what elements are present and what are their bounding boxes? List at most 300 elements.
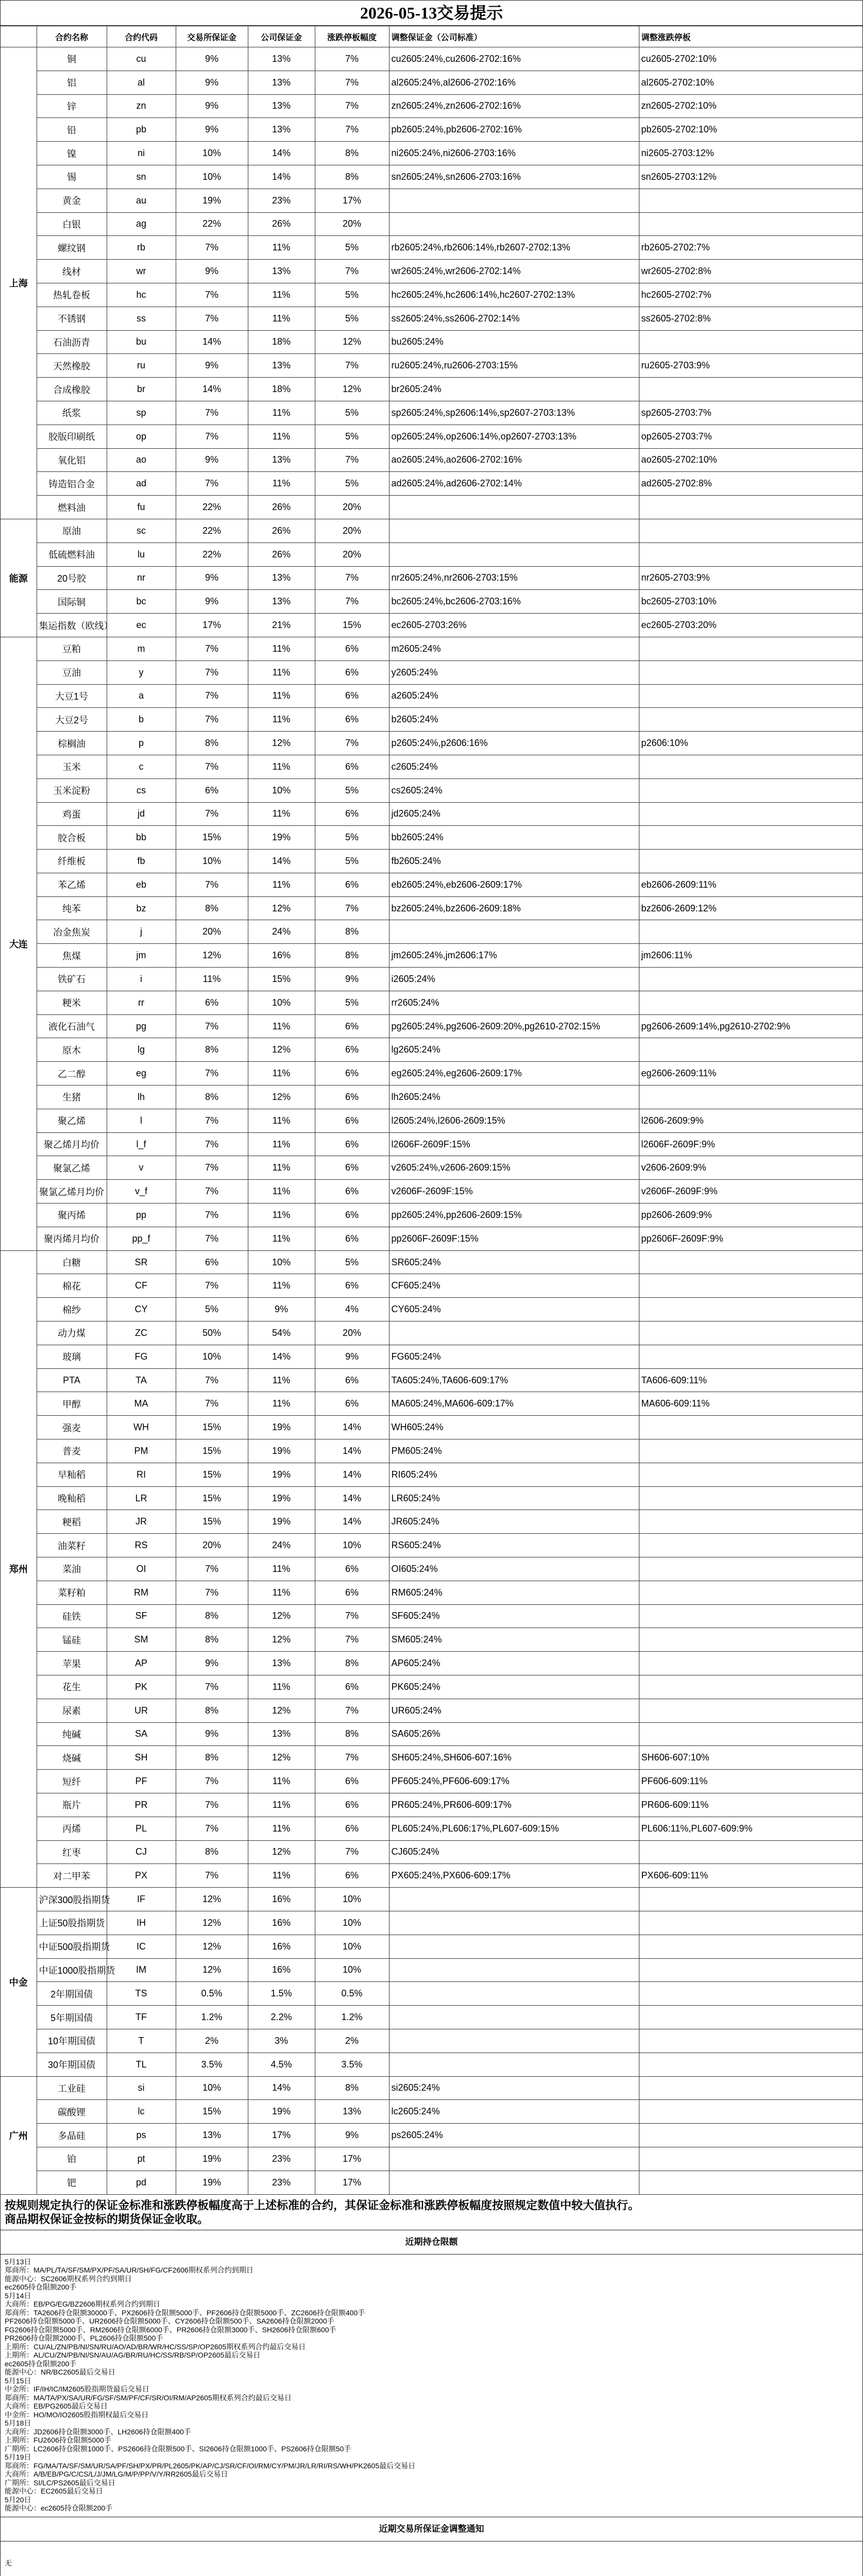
contract-name: 螺纹钢 <box>37 236 107 260</box>
contract-code: lu <box>107 543 176 566</box>
exchange-margin: 7% <box>176 802 248 826</box>
exchange-margin: 1.2% <box>176 2006 248 2029</box>
contract-name: 胶版印刷纸 <box>37 425 107 448</box>
contract-name: 20号胶 <box>37 566 107 590</box>
exchange-margin: 7% <box>176 1793 248 1817</box>
company-margin: 13% <box>248 590 315 614</box>
company-margin: 16% <box>248 1958 315 1982</box>
table-row <box>1 1581 862 1604</box>
exchange-margin: 7% <box>176 1062 248 1086</box>
contract-name: 冶金焦炭 <box>37 920 107 944</box>
adjusted-limit <box>639 1699 862 1722</box>
adjusted-limit: ao2605-2702:10% <box>639 448 862 472</box>
sections <box>1 2230 862 2576</box>
price-limit: 9% <box>315 968 389 991</box>
adjusted-limit <box>639 1557 862 1581</box>
section-line: 5月18日 <box>5 2419 31 2428</box>
exchange-margin: 19% <box>176 189 248 212</box>
adjusted-margin: PR605:24%,PR606-609:17% <box>389 1793 639 1817</box>
adjusted-limit <box>639 378 862 401</box>
table-row <box>1 1321 862 1345</box>
contract-name: 硅铁 <box>37 1604 107 1628</box>
contract-code: RM <box>107 1581 176 1604</box>
company-margin: 11% <box>248 1557 315 1581</box>
price-limit: 6% <box>315 660 389 684</box>
exchange-margin: 8% <box>176 1628 248 1652</box>
adjusted-limit <box>639 1274 862 1298</box>
adjusted-margin: rb2605:24%,rb2606:14%,rb2607-2702:13% <box>389 236 639 260</box>
adjusted-limit: jm2606:11% <box>639 944 862 968</box>
contract-code: TF <box>107 2006 176 2029</box>
contract-name: 中证1000股指期货 <box>37 1958 107 1982</box>
contract-code: al <box>107 71 176 94</box>
contract-name: 晚籼稻 <box>37 1486 107 1510</box>
table-row <box>1 236 862 260</box>
contract-name: 早籼稻 <box>37 1463 107 1486</box>
contract-code: RS <box>107 1534 176 1557</box>
exchange-margin: 7% <box>176 660 248 684</box>
company-margin: 14% <box>248 142 315 165</box>
contract-name: 合成橡胶 <box>37 378 107 401</box>
contract-code: br <box>107 378 176 401</box>
company-margin: 12% <box>248 1038 315 1062</box>
adjusted-margin: sp2605:24%,sp2606:14%,sp2607-2703:13% <box>389 401 639 425</box>
adjusted-limit <box>639 778 862 802</box>
exchange-margin: 12% <box>176 1958 248 1982</box>
adjusted-margin: hc2605:24%,hc2606:14%,hc2607-2702:13% <box>389 283 639 307</box>
company-margin: 15% <box>248 968 315 991</box>
contract-code: m <box>107 637 176 660</box>
company-margin: 11% <box>248 1062 315 1086</box>
section-line: 5月14日 <box>5 2291 31 2300</box>
page-title: 2026-05-13交易提示 <box>1 1 862 26</box>
exchange-margin: 20% <box>176 920 248 944</box>
exchange-margin: 3.5% <box>176 2053 248 2076</box>
exchange-margin: 13% <box>176 2124 248 2147</box>
company-margin: 19% <box>248 1416 315 1439</box>
adjusted-margin: bc2605:24%,bc2606-2703:16% <box>389 590 639 614</box>
adjusted-margin: cs2605:24% <box>389 778 639 802</box>
section-line: 能源中心：EC2605最后交易日 <box>5 2487 103 2496</box>
section-line: ec2605持仓限额200手 <box>5 2359 77 2368</box>
contract-code: CJ <box>107 1840 176 1864</box>
adjusted-limit <box>639 802 862 826</box>
adjusted-limit: PF606-609:11% <box>639 1770 862 1793</box>
header-adjusted-limit: 调整涨跌停板 <box>639 26 862 47</box>
adjusted-margin: UR605:24% <box>389 1699 639 1722</box>
adjusted-limit <box>639 189 862 212</box>
adjusted-limit <box>639 1510 862 1534</box>
adjusted-limit: pp2606-2609:9% <box>639 1204 862 1227</box>
company-margin: 11% <box>248 1180 315 1204</box>
contract-code: CF <box>107 1274 176 1298</box>
price-limit: 6% <box>315 1581 389 1604</box>
adjusted-margin: ad2605:24%,ad2606-2702:14% <box>389 472 639 496</box>
adjusted-limit <box>639 684 862 708</box>
price-limit: 1.2% <box>315 2006 389 2029</box>
table-row <box>1 2053 862 2076</box>
adjusted-margin: FG605:24% <box>389 1345 639 1368</box>
adjusted-margin: CF605:24% <box>389 1274 639 1298</box>
table-row <box>1 1817 862 1840</box>
adjusted-margin: CY605:24% <box>389 1298 639 1321</box>
table-row <box>1 1439 862 1463</box>
adjusted-margin: ps2605:24% <box>389 2124 639 2147</box>
exchange-margin: 15% <box>176 1486 248 1510</box>
company-margin: 13% <box>248 118 315 142</box>
contract-name: 白糖 <box>37 1250 107 1274</box>
section-line: 5月15日 <box>5 2376 31 2385</box>
table-row <box>1 378 862 401</box>
adjusted-margin: pg2605:24%,pg2606-2609:20%,pg2610-2702:15% <box>389 1014 639 1038</box>
contract-name: 生猪 <box>37 1086 107 1109</box>
table-row <box>1 212 862 236</box>
adjusted-margin: SA605:26% <box>389 1722 639 1746</box>
price-limit: 7% <box>315 1699 389 1722</box>
contract-code: sc <box>107 519 176 543</box>
table-row <box>1 850 862 873</box>
contract-code: ru <box>107 354 176 378</box>
contract-name: 甲醇 <box>37 1392 107 1416</box>
adjusted-margin <box>389 920 639 944</box>
adjusted-limit: op2605-2703:7% <box>639 425 862 448</box>
company-margin: 13% <box>248 566 315 590</box>
adjusted-limit <box>639 2124 862 2147</box>
contract-code: si <box>107 2076 176 2100</box>
contract-code: pp_f <box>107 1227 176 1250</box>
price-limit: 6% <box>315 1109 389 1132</box>
section-line: 能源中心：SC2606期权系列合约到期日 <box>5 2274 132 2283</box>
table-row <box>1 896 862 920</box>
company-margin: 11% <box>248 660 315 684</box>
contract-code: OI <box>107 1557 176 1581</box>
table-row <box>1 1534 862 1557</box>
contract-name: 10年期国债 <box>37 2029 107 2053</box>
contract-code: ss <box>107 307 176 330</box>
price-limit: 10% <box>315 1911 389 1935</box>
contract-code: TS <box>107 1982 176 2006</box>
table-row <box>1 614 862 637</box>
table-row <box>1 519 862 543</box>
company-margin: 12% <box>248 732 315 755</box>
adjusted-limit <box>639 826 862 850</box>
exchange-margin: 2% <box>176 2029 248 2053</box>
contract-name: 铝 <box>37 71 107 94</box>
adjusted-margin: PF605:24%,PF606-609:17% <box>389 1770 639 1793</box>
section-line: 无 <box>5 2558 12 2567</box>
contract-name: 胶合板 <box>37 826 107 850</box>
table-row <box>1 1014 862 1038</box>
contract-code: AP <box>107 1652 176 1675</box>
company-margin: 18% <box>248 330 315 354</box>
price-limit: 2% <box>315 2029 389 2053</box>
contract-code: j <box>107 920 176 944</box>
contract-code: SA <box>107 1722 176 1746</box>
exchange-margin: 7% <box>176 1864 248 1888</box>
company-margin: 12% <box>248 1086 315 1109</box>
company-margin: 13% <box>248 1652 315 1675</box>
adjusted-margin: PM605:24% <box>389 1439 639 1463</box>
adjusted-limit <box>639 1888 862 1911</box>
contract-code: zn <box>107 94 176 118</box>
company-margin: 12% <box>248 1604 315 1628</box>
adjusted-margin <box>389 543 639 566</box>
contract-name: 纤维板 <box>37 850 107 873</box>
adjusted-margin: fb2605:24% <box>389 850 639 873</box>
contract-name: 2年期国债 <box>37 1982 107 2006</box>
section-line: FG2606持仓限额5000手、RM2606持仓限额6000手、PR2606持仓限额3000手、SH2606持仓限额600手 <box>5 2325 336 2334</box>
table-row <box>1 1958 862 1982</box>
price-limit: 6% <box>315 802 389 826</box>
company-margin: 19% <box>248 1463 315 1486</box>
company-margin: 11% <box>248 425 315 448</box>
price-limit: 5% <box>315 283 389 307</box>
table-row <box>1 118 862 142</box>
company-margin: 19% <box>248 1439 315 1463</box>
contract-code: fb <box>107 850 176 873</box>
adjusted-limit: ss2605-2702:8% <box>639 307 862 330</box>
adjusted-limit <box>639 1416 862 1439</box>
exchange-label: 郑州 <box>1 1250 37 1888</box>
price-limit: 13% <box>315 2100 389 2124</box>
contract-code: ZC <box>107 1321 176 1345</box>
price-limit: 7% <box>315 94 389 118</box>
section-line: 中金所：IF/IH/IC/IM2605股指期货最后交易日 <box>5 2385 149 2394</box>
price-limit: 6% <box>315 1062 389 1086</box>
company-margin: 18% <box>248 378 315 401</box>
adjusted-limit: zn2605-2702:10% <box>639 94 862 118</box>
table-row <box>1 660 862 684</box>
exchange-margin: 7% <box>176 1180 248 1204</box>
contract-code: rr <box>107 991 176 1014</box>
contract-code: c <box>107 755 176 778</box>
company-margin: 9% <box>248 1298 315 1321</box>
table-row <box>1 1086 862 1109</box>
table-row <box>1 425 862 448</box>
exchange-margin: 7% <box>176 1227 248 1250</box>
adjusted-margin: lc2605:24% <box>389 2100 639 2124</box>
price-limit: 6% <box>315 1793 389 1817</box>
price-limit: 9% <box>315 2124 389 2147</box>
adjusted-margin: lg2605:24% <box>389 1038 639 1062</box>
table-row <box>1 1156 862 1180</box>
table-row <box>1 401 862 425</box>
exchange-margin: 10% <box>176 142 248 165</box>
contract-name: 玉米淀粉 <box>37 778 107 802</box>
contract-name: 锌 <box>37 94 107 118</box>
adjusted-margin: bb2605:24% <box>389 826 639 850</box>
adjusted-margin: OI605:24% <box>389 1557 639 1581</box>
contract-name: 原油 <box>37 519 107 543</box>
contract-name: 菜油 <box>37 1557 107 1581</box>
exchange-margin: 7% <box>176 1368 248 1392</box>
company-margin: 24% <box>248 920 315 944</box>
price-limit: 3.5% <box>315 2053 389 2076</box>
contract-name: 苯乙烯 <box>37 873 107 896</box>
section-line: 上期所：CU/AL/ZN/PB/NI/SN/RU/AO/AD/BR/WR/HC/SS/SP/OP2605期权系列合约最后交易日 <box>5 2342 306 2351</box>
adjusted-margin: WH605:24% <box>389 1416 639 1439</box>
contract-name: 菜籽粕 <box>37 1581 107 1604</box>
contract-name: 瓶片 <box>37 1793 107 1817</box>
price-limit: 7% <box>315 1840 389 1864</box>
exchange-margin: 7% <box>176 1392 248 1416</box>
company-margin: 23% <box>248 189 315 212</box>
table-row <box>1 2076 862 2100</box>
price-limit: 6% <box>315 1274 389 1298</box>
contract-code: UR <box>107 1699 176 1722</box>
price-limit: 6% <box>315 708 389 732</box>
price-limit: 5% <box>315 991 389 1014</box>
company-margin: 13% <box>248 260 315 283</box>
contract-code: pp <box>107 1204 176 1227</box>
price-limit: 7% <box>315 71 389 94</box>
section-line: 5月20日 <box>5 2495 31 2504</box>
exchange-margin: 6% <box>176 991 248 1014</box>
contract-code: a <box>107 684 176 708</box>
contract-code: ad <box>107 472 176 496</box>
price-limit: 6% <box>315 873 389 896</box>
adjusted-limit: eg2606-2609:11% <box>639 1062 862 1086</box>
exchange-margin: 7% <box>176 283 248 307</box>
table-row <box>1 2147 862 2171</box>
company-margin: 13% <box>248 1722 315 1746</box>
adjusted-limit <box>639 2006 862 2029</box>
adjusted-margin: i2605:24% <box>389 968 639 991</box>
section-body <box>1 2255 862 2517</box>
adjusted-limit: p2606:10% <box>639 732 862 755</box>
adjusted-margin: l2605:24%,l2606-2609:15% <box>389 1109 639 1132</box>
price-limit: 14% <box>315 1510 389 1534</box>
adjusted-margin: LR605:24% <box>389 1486 639 1510</box>
table-row <box>1 189 862 212</box>
company-margin: 14% <box>248 165 315 189</box>
adjusted-limit: sn2605-2703:12% <box>639 165 862 189</box>
company-margin: 11% <box>248 1392 315 1416</box>
price-limit: 7% <box>315 566 389 590</box>
adjusted-limit <box>639 1086 862 1109</box>
contract-name: 花生 <box>37 1675 107 1699</box>
adjusted-margin: jm2605:24%,jm2606:17% <box>389 944 639 968</box>
section-line: 大商所：A/B/EB/PG/C/CS/L/J/JM/LG/M/P/PP/V/Y/RR2605最后交易日 <box>5 2470 228 2479</box>
contract-code: FG <box>107 1345 176 1368</box>
exchange-margin: 12% <box>176 1935 248 1958</box>
adjusted-limit: PR606-609:11% <box>639 1793 862 1817</box>
price-limit: 14% <box>315 1416 389 1439</box>
adjusted-margin: v2605:24%,v2606-2609:15% <box>389 1156 639 1180</box>
contract-name: 铸造铝合金 <box>37 472 107 496</box>
company-margin: 12% <box>248 1699 315 1722</box>
section-line: 大商所：JD2606持仓限额3000手、LH2606持仓限额400手 <box>5 2427 191 2436</box>
company-margin: 17% <box>248 2124 315 2147</box>
exchange-label: 能源 <box>1 519 37 637</box>
price-limit: 7% <box>315 896 389 920</box>
adjusted-margin <box>389 189 639 212</box>
adjusted-margin: si2605:24% <box>389 2076 639 2100</box>
company-margin: 19% <box>248 826 315 850</box>
table-row <box>1 1062 862 1086</box>
adjusted-limit: cu2605-2702:10% <box>639 47 862 71</box>
exchange-margin: 7% <box>176 1014 248 1038</box>
contract-code: IH <box>107 1911 176 1935</box>
exchange-margin: 15% <box>176 2100 248 2124</box>
table-row <box>1 47 862 71</box>
contract-name: 红枣 <box>37 1840 107 1864</box>
contract-name: 乙二醇 <box>37 1062 107 1086</box>
exchange-margin: 9% <box>176 260 248 283</box>
contract-code: SM <box>107 1628 176 1652</box>
price-limit: 9% <box>315 1345 389 1368</box>
exchange-margin: 8% <box>176 1086 248 1109</box>
contract-code: TL <box>107 2053 176 2076</box>
exchange-margin: 9% <box>176 94 248 118</box>
adjusted-limit: PL606:11%,PL607-609:9% <box>639 1817 862 1840</box>
company-margin: 13% <box>248 94 315 118</box>
price-limit: 10% <box>315 1935 389 1958</box>
adjusted-margin: ec2605-2703:26% <box>389 614 639 637</box>
company-margin: 13% <box>248 448 315 472</box>
exchange-margin: 5% <box>176 1298 248 1321</box>
section-line: PR2606持仓限额2000手、PL2606持仓限额500手 <box>5 2334 163 2343</box>
contract-name: 玉米 <box>37 755 107 778</box>
adjusted-limit <box>639 637 862 660</box>
adjusted-margin: RM605:24% <box>389 1581 639 1604</box>
exchange-margin: 14% <box>176 378 248 401</box>
adjusted-margin <box>389 1958 639 1982</box>
adjusted-margin <box>389 2029 639 2053</box>
table-row <box>1 1368 862 1392</box>
price-limit: 5% <box>315 401 389 425</box>
adjusted-margin: op2605:24%,op2606:14%,op2607-2703:13% <box>389 425 639 448</box>
company-margin: 19% <box>248 1510 315 1534</box>
price-limit: 20% <box>315 543 389 566</box>
contract-name: 大豆2号 <box>37 708 107 732</box>
exchange-margin: 7% <box>176 1156 248 1180</box>
contract-code: sp <box>107 401 176 425</box>
table-row <box>1 1793 862 1817</box>
contract-code: lh <box>107 1086 176 1109</box>
exchange-margin: 7% <box>176 307 248 330</box>
contract-code: sn <box>107 165 176 189</box>
contract-code: PL <box>107 1817 176 1840</box>
contract-code: bz <box>107 896 176 920</box>
exchange-margin: 12% <box>176 1911 248 1935</box>
adjusted-margin: PX605:24%,PX606-609:17% <box>389 1864 639 1888</box>
table-row <box>1 684 862 708</box>
exchange-margin: 12% <box>176 944 248 968</box>
table-row <box>1 1770 862 1793</box>
contract-name: 钯 <box>37 2171 107 2194</box>
table-row <box>1 543 862 566</box>
section-line: ec2605持仓限额200手 <box>5 2283 77 2292</box>
table-row <box>1 778 862 802</box>
table-row <box>1 873 862 896</box>
exchange-margin: 15% <box>176 1463 248 1486</box>
contract-code: pg <box>107 1014 176 1038</box>
table-row <box>1 283 862 307</box>
adjusted-limit: ad2605-2702:8% <box>639 472 862 496</box>
adjusted-limit <box>639 1321 862 1345</box>
company-margin: 16% <box>248 1935 315 1958</box>
adjusted-margin: v2606F-2609F:15% <box>389 1180 639 1204</box>
adjusted-margin <box>389 1888 639 1911</box>
adjusted-limit: wr2605-2702:8% <box>639 260 862 283</box>
company-margin: 26% <box>248 496 315 519</box>
contract-name: 液化石油气 <box>37 1014 107 1038</box>
contract-code: i <box>107 968 176 991</box>
adjusted-limit <box>639 1628 862 1652</box>
company-margin: 54% <box>248 1321 315 1345</box>
adjusted-margin: pb2605:24%,pb2606-2702:16% <box>389 118 639 142</box>
